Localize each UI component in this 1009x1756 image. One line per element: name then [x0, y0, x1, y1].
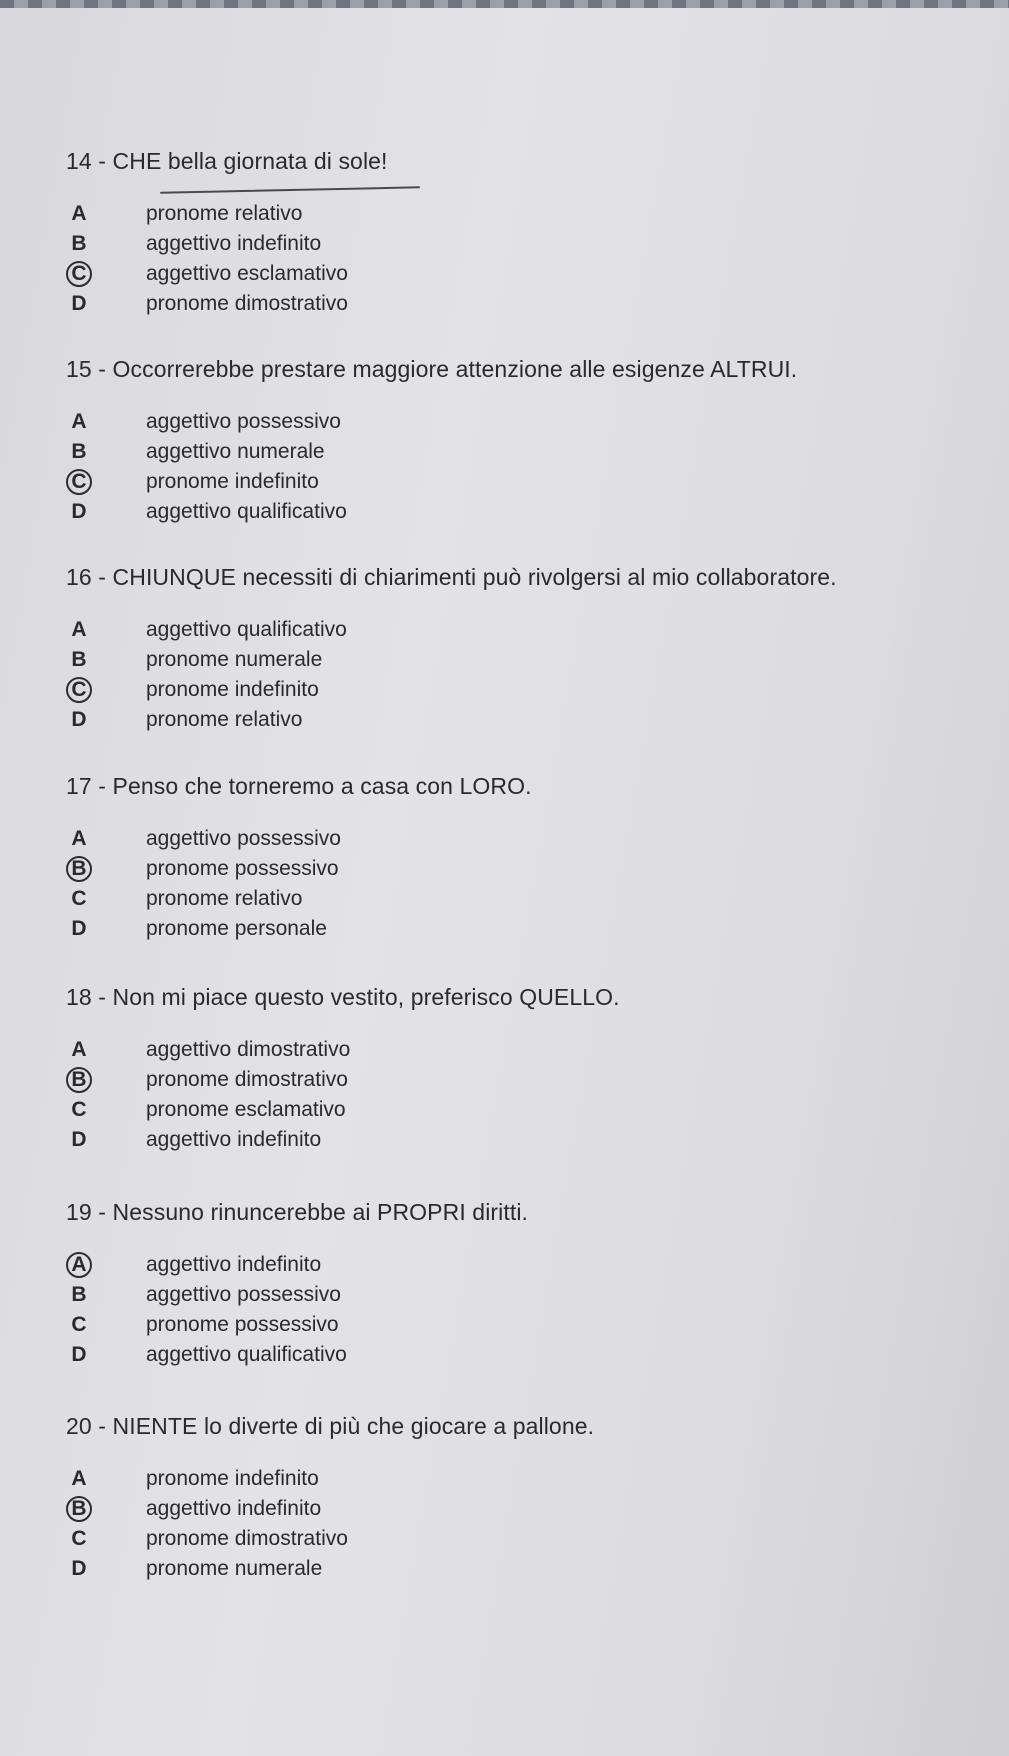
answer-text: pronome relativo [146, 708, 303, 731]
answer-text: aggettivo indefinito [146, 1253, 322, 1276]
circled-answer-letter: B [66, 1067, 92, 1093]
answer-options [66, 201, 986, 321]
answer-letter: B [71, 648, 87, 671]
answer-option-b[interactable] [66, 1067, 986, 1097]
question-text: 15 - Occorrerebbe prestare maggiore attenzione alle esigenze ALTRUI. [66, 356, 798, 382]
answer-option-b[interactable] [66, 647, 986, 677]
answer-letter: C [71, 1527, 87, 1550]
answer-text: aggettivo numerale [146, 440, 325, 463]
answer-option-b[interactable] [66, 231, 986, 261]
answer-option-a[interactable] [66, 1037, 986, 1067]
answer-letter: A [71, 618, 87, 641]
answer-text: pronome relativo [146, 887, 303, 910]
answer-options [66, 1252, 986, 1372]
answer-letter: A [71, 202, 87, 225]
answer-option-d[interactable] [66, 291, 986, 321]
answer-options [66, 617, 986, 737]
answer-text: aggettivo qualificativo [146, 500, 347, 523]
answer-text: aggettivo qualificativo [146, 1343, 347, 1366]
answer-text: aggettivo indefinito [146, 232, 322, 255]
answer-option-d[interactable] [66, 1127, 986, 1157]
answer-option-d[interactable] [66, 1556, 986, 1586]
answer-letter: C [71, 887, 87, 910]
answer-option-c[interactable] [66, 1526, 986, 1556]
question-text: 16 - CHIUNQUE necessiti di chiarimenti può rivolgersi al mio collaboratore. [66, 564, 837, 590]
answer-letter: A [71, 827, 87, 850]
answer-text: aggettivo possessivo [146, 410, 341, 433]
circled-answer-letter: C [66, 469, 92, 495]
question-14 [66, 148, 986, 321]
question-text: 17 - Penso che torneremo a casa con LORO. [66, 773, 532, 799]
answer-text: pronome dimostrativo [146, 292, 348, 315]
answer-letter: D [71, 1128, 87, 1151]
answer-option-a[interactable] [66, 826, 986, 856]
page-top-edge [0, 0, 1009, 8]
answer-option-b[interactable] [66, 1282, 986, 1312]
answer-option-b[interactable] [66, 856, 986, 886]
answer-options [66, 409, 986, 529]
question-19 [66, 1199, 986, 1372]
circled-answer-letter: B [66, 856, 92, 882]
answer-letter: C [71, 1098, 87, 1121]
answer-letter: B [71, 232, 87, 255]
answer-text: aggettivo indefinito [146, 1497, 322, 1520]
question-17 [66, 773, 986, 946]
answer-option-b[interactable] [66, 1496, 986, 1526]
answer-letter: D [71, 292, 87, 315]
question-16 [66, 564, 986, 737]
circled-answer-letter: C [66, 677, 92, 703]
answer-letter: A [71, 410, 87, 433]
answer-letter: A [71, 1467, 87, 1490]
answer-options [66, 826, 986, 946]
answer-text: aggettivo possessivo [146, 1283, 341, 1306]
question-text: 19 - Nessuno rinuncerebbe ai PROPRI diritti. [66, 1199, 529, 1225]
answer-text: pronome indefinito [146, 470, 319, 493]
question-text: 14 - CHE bella giornata di sole! [66, 148, 388, 174]
answer-letter: B [71, 440, 87, 463]
answer-text: aggettivo possessivo [146, 827, 341, 850]
answer-text: pronome dimostrativo [146, 1527, 348, 1550]
answer-text: pronome indefinito [146, 1467, 319, 1490]
answer-letter: D [71, 917, 87, 940]
answer-text: aggettivo indefinito [146, 1128, 322, 1151]
answer-text: aggettivo esclamativo [146, 262, 348, 285]
answer-letter: D [71, 1557, 87, 1580]
answer-letter: D [71, 1343, 87, 1366]
answer-text: pronome possessivo [146, 857, 339, 880]
answer-text: pronome dimostrativo [146, 1068, 348, 1091]
answer-options [66, 1466, 986, 1586]
answer-option-d[interactable] [66, 1342, 986, 1372]
answer-text: pronome indefinito [146, 678, 319, 701]
answer-option-a[interactable] [66, 1466, 986, 1496]
question-text: 18 - Non mi piace questo vestito, preferisco QUELLO. [66, 984, 620, 1010]
answer-letter: D [71, 708, 87, 731]
answer-text: pronome relativo [146, 202, 303, 225]
answer-option-a[interactable] [66, 617, 986, 647]
question-15 [66, 356, 986, 529]
circled-answer-letter: B [66, 1496, 92, 1522]
question-text: 20 - NIENTE lo diverte di più che giocare a pallone. [66, 1413, 595, 1439]
answer-text: pronome personale [146, 917, 327, 940]
answer-text: aggettivo qualificativo [146, 618, 347, 641]
answer-option-d[interactable] [66, 916, 986, 946]
answer-option-c[interactable] [66, 1312, 986, 1342]
answer-letter: A [71, 1038, 87, 1061]
answer-option-c[interactable] [66, 677, 986, 707]
answer-letter: C [71, 1313, 87, 1336]
answer-text: pronome possessivo [146, 1313, 339, 1336]
answer-option-b[interactable] [66, 439, 986, 469]
answer-text: pronome esclamativo [146, 1098, 346, 1121]
answer-text: aggettivo dimostrativo [146, 1038, 351, 1061]
answer-option-c[interactable] [66, 469, 986, 499]
answer-letter: D [71, 500, 87, 523]
question-20 [66, 1413, 986, 1586]
answer-option-c[interactable] [66, 1097, 986, 1127]
answer-option-a[interactable] [66, 201, 986, 231]
answer-options [66, 1037, 986, 1157]
answer-option-c[interactable] [66, 886, 986, 916]
answer-option-c[interactable] [66, 261, 986, 291]
circled-answer-letter: A [66, 1252, 92, 1278]
answer-option-a[interactable] [66, 1252, 986, 1282]
answer-text: pronome numerale [146, 648, 323, 671]
answer-letter: B [71, 1283, 87, 1306]
question-18 [66, 984, 986, 1157]
answer-option-a[interactable] [66, 409, 986, 439]
circled-answer-letter: C [66, 261, 92, 287]
answer-option-d[interactable] [66, 707, 986, 737]
answer-text: pronome numerale [146, 1557, 323, 1580]
answer-option-d[interactable] [66, 499, 986, 529]
